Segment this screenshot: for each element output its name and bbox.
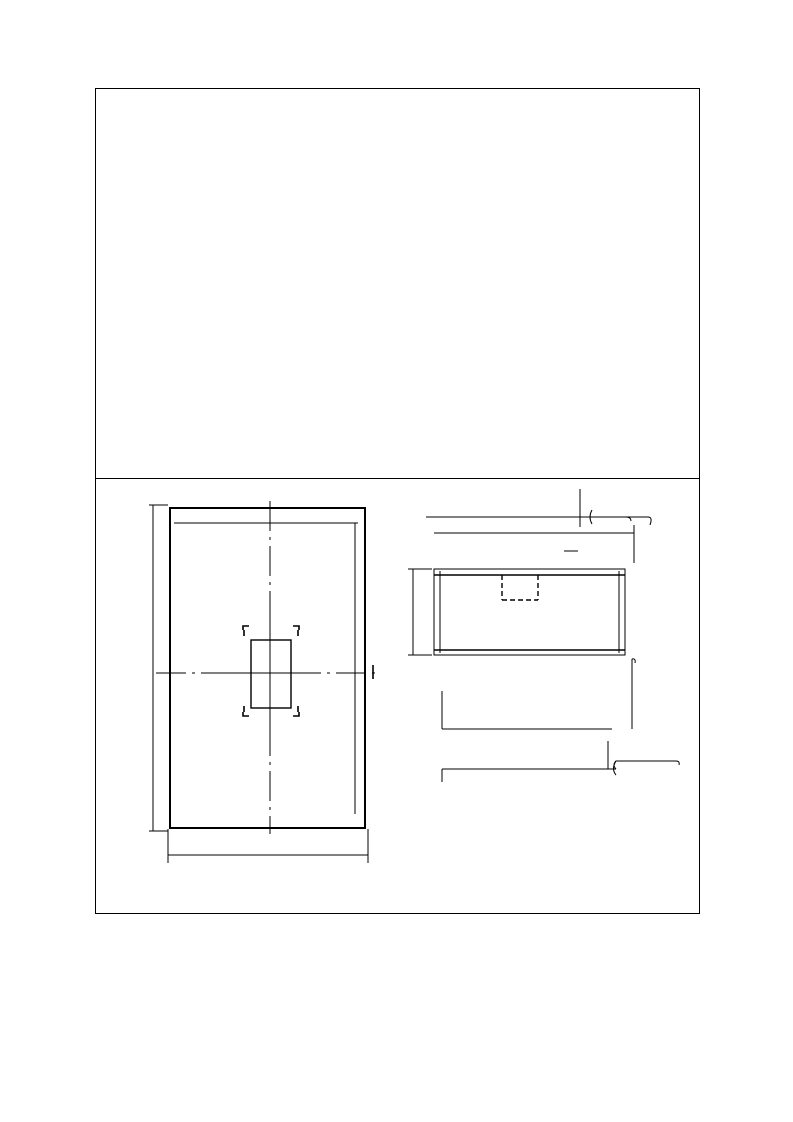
section-outline [434,569,625,655]
plan-outline [170,508,365,828]
figure-area [96,479,699,879]
plan-embed-square [251,640,291,708]
reinforcement-drawing [96,479,699,879]
section-embed-outline [502,575,538,600]
